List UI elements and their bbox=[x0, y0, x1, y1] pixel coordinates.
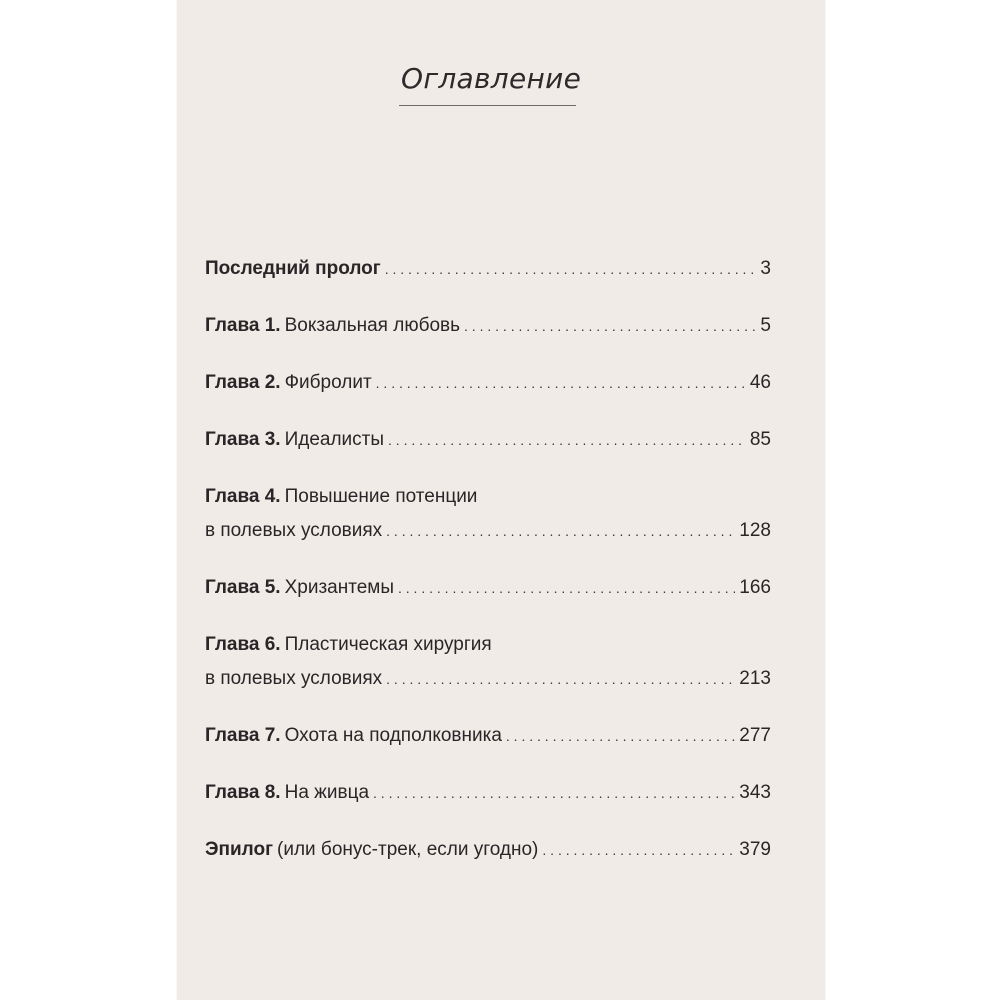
entry-lead: Глава 8. bbox=[205, 782, 281, 803]
entry-title: (или бонус-трек, если угодно) bbox=[277, 839, 539, 860]
toc-list bbox=[205, 252, 771, 890]
dot-leader bbox=[464, 309, 756, 343]
entry-title: Охота на подполковника bbox=[284, 725, 502, 746]
entry-page-number: 213 bbox=[739, 668, 771, 689]
toc-entry bbox=[205, 480, 771, 548]
dot-leader bbox=[386, 514, 735, 548]
page-title: Оглавление bbox=[401, 62, 582, 95]
entry-title-continued: в полевых условиях bbox=[205, 520, 383, 541]
entry-title: Повышение потенции bbox=[284, 486, 478, 507]
toc-entry bbox=[205, 628, 771, 696]
entry-page-number: 277 bbox=[739, 725, 771, 746]
entry-lead: Эпилог bbox=[205, 839, 274, 860]
toc-entry bbox=[205, 833, 771, 867]
entry-page-number: 128 bbox=[739, 520, 771, 541]
entry-title: Пластическая хирургия bbox=[284, 634, 492, 655]
entry-title: Идеалисты bbox=[284, 429, 385, 450]
entry-lead: Глава 3. bbox=[205, 429, 281, 450]
dot-leader bbox=[373, 776, 735, 810]
toc-entry bbox=[205, 719, 771, 753]
entry-title: Фибролит bbox=[284, 372, 372, 393]
toc-entry bbox=[205, 366, 771, 400]
dot-leader bbox=[398, 571, 735, 605]
toc-entry bbox=[205, 776, 771, 810]
toc-entry bbox=[205, 423, 771, 457]
entry-lead: Глава 2. bbox=[205, 372, 281, 393]
entry-page-number: 343 bbox=[739, 782, 771, 803]
dot-leader bbox=[506, 719, 735, 753]
entry-title: Хризантемы bbox=[284, 577, 394, 598]
dot-leader bbox=[388, 423, 746, 457]
entry-lead: Глава 5. bbox=[205, 577, 281, 598]
entry-lead: Глава 6. bbox=[205, 634, 281, 655]
title-underline bbox=[399, 105, 576, 106]
entry-title: На живца bbox=[284, 782, 370, 803]
entry-lead: Глава 7. bbox=[205, 725, 281, 746]
dot-leader bbox=[386, 662, 735, 696]
toc-entry bbox=[205, 252, 771, 286]
entry-lead: Последний пролог bbox=[205, 258, 381, 279]
entry-lead: Глава 4. bbox=[205, 486, 281, 507]
dot-leader bbox=[385, 252, 757, 286]
entry-page-number: 85 bbox=[749, 429, 771, 450]
entry-page-number: 5 bbox=[760, 315, 771, 336]
entry-page-number: 46 bbox=[749, 372, 771, 393]
entry-title-continued: в полевых условиях bbox=[205, 668, 383, 689]
dot-leader bbox=[376, 366, 746, 400]
toc-entry bbox=[205, 571, 771, 605]
entry-page-number: 166 bbox=[739, 577, 771, 598]
toc-entry bbox=[205, 309, 771, 343]
entry-page-number: 3 bbox=[760, 258, 771, 279]
dot-leader bbox=[542, 833, 735, 867]
entry-lead: Глава 1. bbox=[205, 315, 281, 336]
entry-page-number: 379 bbox=[739, 839, 771, 860]
book-page bbox=[177, 0, 825, 1000]
entry-title: Вокзальная любовь bbox=[284, 315, 461, 336]
